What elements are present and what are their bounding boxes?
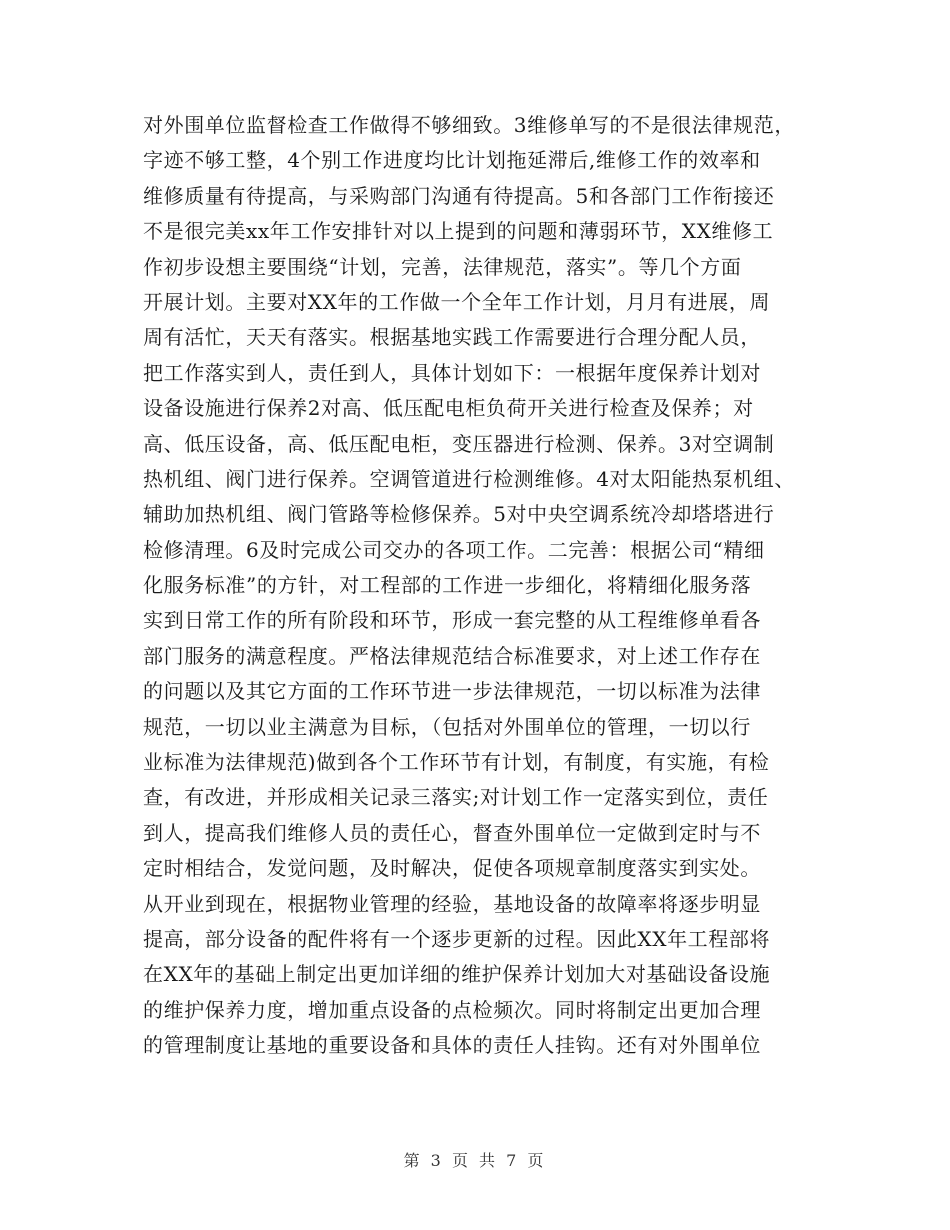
text-line: 的问题以及其它方面的工作环节进一步法律规范，一切以标准为法律	[143, 679, 761, 704]
text-line: 的管理制度让基地的重要设备和具体的责任人挂钩。还有对外围单位	[143, 1033, 761, 1058]
text-line: 实到日常工作的所有阶段和环节，形成一套完整的从工程维修单看各	[143, 608, 761, 633]
text-line: 检修清理。6及时完成公司交办的各项工作。二完善：根据公司“精细	[143, 537, 765, 562]
text-line: 字迹不够工整，4个别工作进度均比计划拖延滞后,维修工作的效率和	[143, 148, 761, 173]
text-line: 设备设施进行保养2对高、低压配电柜负荷开关进行检查及保养；对	[143, 396, 754, 421]
text-line: 部门服务的满意程度。严格法律规范结合标准要求，对上述工作存在	[143, 643, 761, 668]
text-line: 提高，部分设备的配件将有一个逐步更新的过程。因此XX年工程部将	[143, 926, 771, 951]
text-line: 不是很完美xx年工作安排针对以上提到的问题和薄弱环节，XX维修工	[143, 219, 774, 244]
text-line: 作初步设想主要围绕“计划，完善，法律规范，落实”。等几个方面	[143, 254, 742, 279]
text-line: 业标准为法律规范)做到各个工作环节有计划，有制度，有实施，有检	[143, 750, 770, 775]
text-line: 维修质量有待提高，与采购部门沟通有待提高。5和各部门工作衔接还	[143, 183, 775, 208]
text-line: 到人，提高我们维修人员的责任心，督查外围单位一定做到定时与不	[143, 820, 761, 845]
text-line: 周有活忙，天天有落实。根据基地实践工作需要进行合理分配人员，	[143, 325, 761, 350]
page-footer: 第 3 页 共 7 页	[403, 1151, 547, 1170]
text-line: 查，有改进，并形成相关记录三落实;对计划工作一定落实到位，责任	[143, 785, 769, 810]
text-line: 高、低压设备，高、低压配电柜，变压器进行检测、保养。3对空调制	[143, 431, 775, 456]
text-line: 对外围单位监督检查工作做得不够细致。3维修单写的不是很法律规范，	[143, 113, 795, 137]
text-line: 规范，一切以业主满意为目标，（包括对外围单位的管理，一切以行	[143, 714, 751, 739]
text-line: 在XX年的基础上制定出更加详细的维护保养计划加大对基础设备设施	[143, 962, 771, 987]
text-line: 把工作落实到人，责任到人，具体计划如下：一根据年度保养计划对	[143, 360, 761, 385]
body-text	[143, 108, 823, 1064]
text-line: 化服务标准”的方针，对工程部的工作进一步细化，将精细化服务落	[143, 573, 752, 598]
text-line: 开展计划。主要对XX年的工作做一个全年工作计划，月月有进展，周	[143, 289, 771, 314]
text-line: 辅助加热机组、阀门管路等检修保养。5对中央空调系统冷却塔塔进行	[143, 502, 775, 527]
text-line: 热机组、阀门进行保养。空调管道进行检测维修。4对太阳能热泵机组、	[143, 466, 795, 491]
text-line: 定时相结合，发觉问题，及时解决，促使各项规章制度落实到实处。	[143, 856, 761, 881]
text-line: 从开业到现在，根据物业管理的经验，基地设备的故障率将逐步明显	[143, 891, 761, 916]
text-line: 的维护保养力度，增加重点设备的点检频次。同时将制定出更加合理	[143, 997, 761, 1022]
